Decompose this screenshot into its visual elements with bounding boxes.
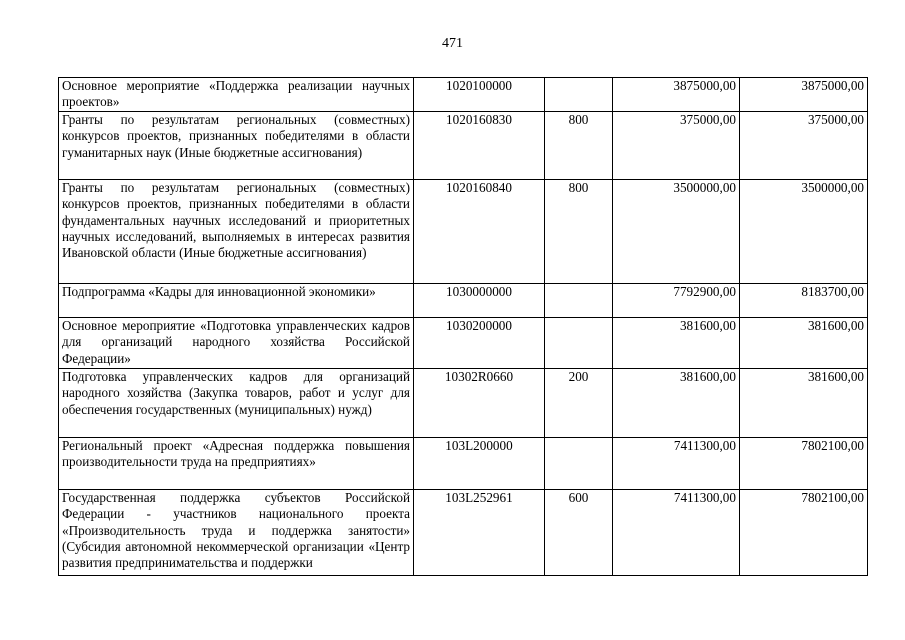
row-code: 10302R0660 [414, 369, 545, 438]
row-amount-2: 7802100,00 [740, 438, 868, 490]
row-code: 103L200000 [414, 438, 545, 490]
row-amount-2: 7802100,00 [740, 490, 868, 576]
row-name: Основное мероприятие «Подготовка управленческих кадров для организаций народного хозяйства Российской Федерации» [59, 318, 414, 369]
table-row [59, 438, 868, 490]
row-expense-type: 600 [545, 490, 613, 576]
row-name: Подпрограмма «Кадры для инновационной экономики» [59, 284, 414, 318]
row-amount-2: 381600,00 [740, 318, 868, 369]
row-code: 1020160830 [414, 112, 545, 180]
row-code: 1030000000 [414, 284, 545, 318]
row-name: Государственная поддержка субъектов Российской Федерации - участников национального проекта «Производительность труда и поддержка занятости» (Субсидия автономной некоммерческой организации «Центр развития предпринимательства и поддержки [59, 490, 414, 576]
table-row [59, 369, 868, 438]
row-amount-2: 375000,00 [740, 112, 868, 180]
row-amount-2: 3500000,00 [740, 180, 868, 284]
row-expense-type [545, 284, 613, 318]
row-expense-type: 800 [545, 112, 613, 180]
table-row [59, 490, 868, 576]
row-name: Подготовка управленческих кадров для организаций народного хозяйства (Закупка товаров, работ и услуг для обеспечения государственных (муниципальных) нужд) [59, 369, 414, 438]
row-amount-2: 8183700,00 [740, 284, 868, 318]
row-expense-type: 200 [545, 369, 613, 438]
row-amount-2: 3875000,00 [740, 78, 868, 112]
row-amount-1: 7792900,00 [613, 284, 740, 318]
table-row [59, 78, 868, 112]
row-name: Основное мероприятие «Поддержка реализации научных проектов» [59, 78, 414, 112]
row-code: 1020160840 [414, 180, 545, 284]
row-name: Гранты по результатам региональных (совместных) конкурсов проектов, признанных победителями в области фундаментальных научных исследований и приоритетных научных исследований, выполняемых в интересах развития Ивановской области (Иные бюджетные ассигнования) [59, 180, 414, 284]
row-name: Гранты по результатам региональных (совместных) конкурсов проектов, признанных победителями в области гуманитарных наук (Иные бюджетные ассигнования) [59, 112, 414, 180]
row-amount-1: 375000,00 [613, 112, 740, 180]
row-name: Региональный проект «Адресная поддержка повышения производительности труда на предприятиях» [59, 438, 414, 490]
row-expense-type [545, 318, 613, 369]
row-amount-1: 381600,00 [613, 369, 740, 438]
budget-table [58, 77, 868, 576]
table-row [59, 180, 868, 284]
row-amount-1: 7411300,00 [613, 490, 740, 576]
row-amount-1: 381600,00 [613, 318, 740, 369]
row-expense-type [545, 78, 613, 112]
row-expense-type: 800 [545, 180, 613, 284]
table-row [59, 284, 868, 318]
table-row [59, 318, 868, 369]
row-amount-1: 3875000,00 [613, 78, 740, 112]
table-row [59, 112, 868, 180]
row-code: 103L252961 [414, 490, 545, 576]
row-amount-1: 3500000,00 [613, 180, 740, 284]
row-expense-type [545, 438, 613, 490]
row-amount-1: 7411300,00 [613, 438, 740, 490]
page-number: 471 [442, 36, 463, 51]
row-amount-2: 381600,00 [740, 369, 868, 438]
row-code: 1030200000 [414, 318, 545, 369]
row-code: 1020100000 [414, 78, 545, 112]
